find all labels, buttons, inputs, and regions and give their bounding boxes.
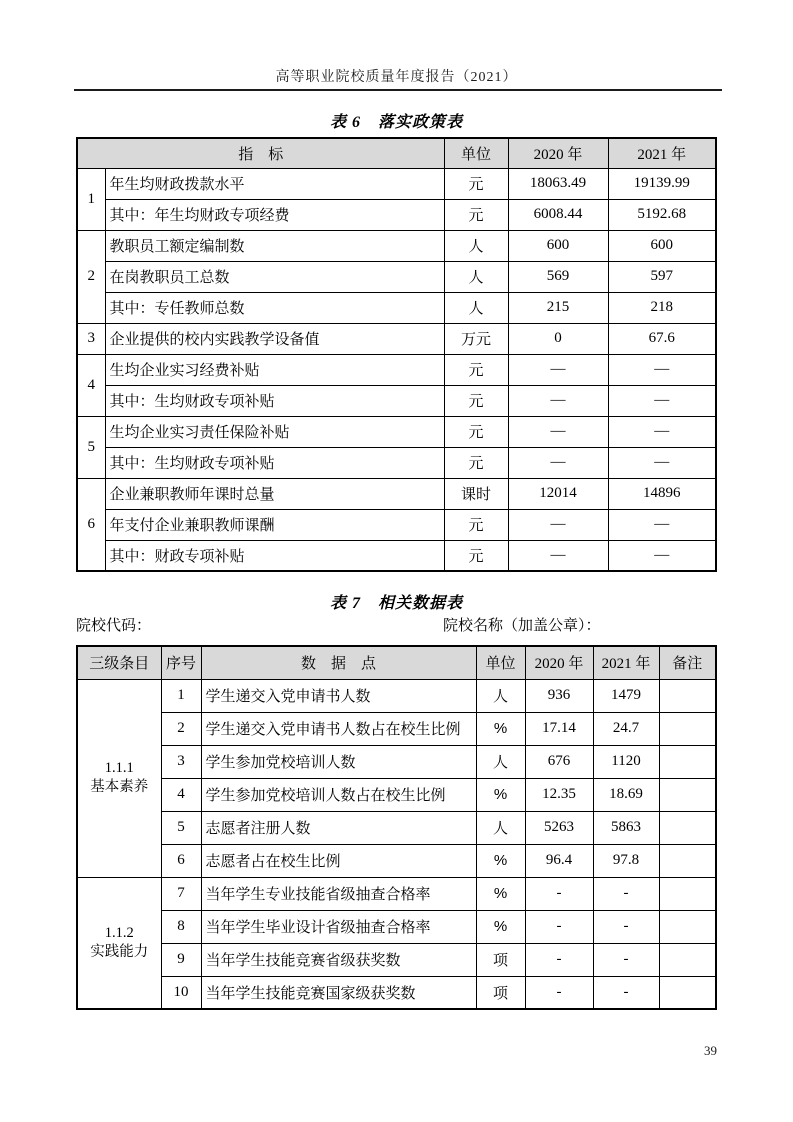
- table-row: [77, 230, 716, 261]
- datapoint-cell: 当年学生技能竞赛国家级获奖数: [201, 976, 476, 1009]
- value-2021-cell: -: [593, 910, 659, 943]
- table7-title: 表 7 相关数据表: [329, 595, 463, 612]
- institution-labels-line: [76, 614, 715, 636]
- table-row: [77, 540, 716, 571]
- seq-cell: 8: [161, 910, 201, 943]
- value-2020-cell: —: [508, 509, 608, 540]
- indicator-cell: 教职员工额定编制数: [105, 230, 444, 261]
- table-row: [77, 416, 716, 447]
- value-2021-cell: -: [593, 976, 659, 1009]
- indicator-cell: 其中：专任教师总数: [105, 292, 444, 323]
- unit-cell: 元: [444, 385, 508, 416]
- column-header-2021: 2021 年: [608, 138, 716, 168]
- category-cell: [77, 679, 161, 877]
- indicator-cell: 其中：生均财政专项补贴: [105, 385, 444, 416]
- datapoint-cell: 学生递交入党申请书人数: [201, 679, 476, 712]
- value-2020-cell: 569: [508, 261, 608, 292]
- unit-cell: 万元: [444, 323, 508, 354]
- datapoint-cell: 当年学生专业技能省级抽查合格率: [201, 877, 476, 910]
- unit-cell: 人: [444, 261, 508, 292]
- value-2020-cell: 215: [508, 292, 608, 323]
- remark-cell: [659, 976, 716, 1009]
- unit-cell: 课时: [444, 478, 508, 509]
- value-2021-cell: —: [608, 385, 716, 416]
- seq-cell: 1: [161, 679, 201, 712]
- table-row: [77, 509, 716, 540]
- value-2020-cell: 17.14: [525, 712, 593, 745]
- category-name: 实践能力: [90, 943, 149, 960]
- column-header-unit: 单位: [444, 138, 508, 168]
- unit-cell: %: [476, 910, 525, 943]
- group-number: 4: [77, 354, 105, 416]
- group-number: 6: [77, 478, 105, 571]
- value-2020-cell: -: [525, 943, 593, 976]
- value-2020-cell: 6008.44: [508, 199, 608, 230]
- unit-cell: 元: [444, 354, 508, 385]
- category-code: 1.1.2: [104, 924, 134, 941]
- value-2021-cell: —: [608, 447, 716, 478]
- indicator-cell: 其中：财政专项补贴: [105, 540, 444, 571]
- group-number: 1: [77, 168, 105, 230]
- remark-cell: [659, 745, 716, 778]
- policy-implementation-table: [76, 137, 717, 572]
- indicator-cell: 年生均财政拨款水平: [105, 168, 444, 199]
- column-header-category: 三级条目: [77, 646, 161, 679]
- value-2021-cell: 24.7: [593, 712, 659, 745]
- column-header-2020: 2020 年: [525, 646, 593, 679]
- table-row: [77, 385, 716, 416]
- value-2021-cell: 600: [608, 230, 716, 261]
- table6-header-row: [77, 138, 716, 168]
- unit-cell: 人: [444, 230, 508, 261]
- unit-cell: 元: [444, 540, 508, 571]
- unit-cell: 元: [444, 416, 508, 447]
- column-header-remark: 备注: [659, 646, 716, 679]
- indicator-cell: 生均企业实习责任保险补贴: [105, 416, 444, 447]
- value-2021-cell: 1120: [593, 745, 659, 778]
- indicator-cell: 其中：生均财政专项补贴: [105, 447, 444, 478]
- seq-cell: 9: [161, 943, 201, 976]
- table-row: [77, 811, 716, 844]
- value-2021-cell: 597: [608, 261, 716, 292]
- value-2020-cell: 676: [525, 745, 593, 778]
- table-row: [77, 261, 716, 292]
- table-row: [77, 976, 716, 1009]
- page-header-title: 高等职业院校质量年度报告（2021）: [275, 70, 518, 85]
- unit-cell: 项: [476, 976, 525, 1009]
- column-header-indicator: 指 标: [77, 138, 444, 168]
- datapoint-cell: 当年学生毕业设计省级抽查合格率: [201, 910, 476, 943]
- table-row: [77, 478, 716, 509]
- table-row: [77, 199, 716, 230]
- value-2021-cell: 19139.99: [608, 168, 716, 199]
- value-2021-cell: —: [608, 509, 716, 540]
- indicator-cell: 企业提供的校内实践教学设备值: [105, 323, 444, 354]
- value-2020-cell: 0: [508, 323, 608, 354]
- unit-cell: 元: [444, 509, 508, 540]
- group-number: 3: [77, 323, 105, 354]
- group-number: 2: [77, 230, 105, 323]
- value-2020-cell: -: [525, 910, 593, 943]
- table-row: [77, 292, 716, 323]
- remark-cell: [659, 877, 716, 910]
- value-2020-cell: -: [525, 976, 593, 1009]
- table-row: [77, 354, 716, 385]
- category-name: 基本素养: [90, 779, 149, 795]
- unit-cell: 人: [476, 811, 525, 844]
- value-2020-cell: 5263: [525, 811, 593, 844]
- value-2021-cell: —: [608, 416, 716, 447]
- header-divider: [74, 89, 722, 91]
- category-code: 1.1.1: [104, 760, 134, 777]
- related-data-table: [76, 645, 717, 1010]
- seq-cell: 10: [161, 976, 201, 1009]
- column-header-seq: 序号: [161, 646, 201, 679]
- table-row: [77, 447, 716, 478]
- seq-cell: 7: [161, 877, 201, 910]
- seq-cell: 4: [161, 778, 201, 811]
- unit-cell: 人: [444, 292, 508, 323]
- value-2021-cell: 5192.68: [608, 199, 716, 230]
- value-2021-cell: 1479: [593, 679, 659, 712]
- table-row: [77, 778, 716, 811]
- indicator-cell: 其中：年生均财政专项经费: [105, 199, 444, 230]
- unit-cell: %: [476, 778, 525, 811]
- datapoint-cell: 当年学生技能竞赛省级获奖数: [201, 943, 476, 976]
- value-2020-cell: 18063.49: [508, 168, 608, 199]
- table7-header-row: [77, 646, 716, 679]
- value-2020-cell: 96.4: [525, 844, 593, 877]
- table-row: [77, 745, 716, 778]
- column-header-2021: 2021 年: [593, 646, 659, 679]
- value-2020-cell: —: [508, 416, 608, 447]
- indicator-cell: 年支付企业兼职教师课酬: [105, 509, 444, 540]
- table-row: [77, 712, 716, 745]
- unit-cell: %: [476, 877, 525, 910]
- datapoint-cell: 志愿者占在校生比例: [201, 844, 476, 877]
- table-row: [77, 323, 716, 354]
- value-2020-cell: 12014: [508, 478, 608, 509]
- unit-cell: 元: [444, 199, 508, 230]
- datapoint-cell: 志愿者注册人数: [201, 811, 476, 844]
- table-row: [77, 877, 716, 910]
- table-row: [77, 168, 716, 199]
- value-2020-cell: 600: [508, 230, 608, 261]
- remark-cell: [659, 778, 716, 811]
- unit-cell: 元: [444, 168, 508, 199]
- unit-cell: %: [476, 844, 525, 877]
- value-2020-cell: —: [508, 385, 608, 416]
- column-header-unit: 单位: [476, 646, 525, 679]
- remark-cell: [659, 943, 716, 976]
- unit-cell: 项: [476, 943, 525, 976]
- table-row: [77, 910, 716, 943]
- institution-code-label: 院校代码：: [76, 618, 152, 634]
- value-2021-cell: -: [593, 943, 659, 976]
- indicator-cell: 在岗教职员工总数: [105, 261, 444, 292]
- unit-cell: %: [476, 712, 525, 745]
- unit-cell: 人: [476, 679, 525, 712]
- value-2020-cell: 12.35: [525, 778, 593, 811]
- page-number: 39: [704, 1043, 717, 1058]
- datapoint-cell: 学生参加党校培训人数占在校生比例: [201, 778, 476, 811]
- value-2021-cell: —: [608, 540, 716, 571]
- remark-cell: [659, 811, 716, 844]
- column-header-2020: 2020 年: [508, 138, 608, 168]
- unit-cell: 人: [476, 745, 525, 778]
- value-2021-cell: 218: [608, 292, 716, 323]
- seq-cell: 5: [161, 811, 201, 844]
- value-2021-cell: 67.6: [608, 323, 716, 354]
- value-2021-cell: 14896: [608, 478, 716, 509]
- remark-cell: [659, 910, 716, 943]
- column-header-datapoint: 数 据 点: [201, 646, 476, 679]
- seq-cell: 3: [161, 745, 201, 778]
- value-2020-cell: -: [525, 877, 593, 910]
- group-number: 5: [77, 416, 105, 478]
- seq-cell: 2: [161, 712, 201, 745]
- table-row: [77, 679, 716, 712]
- value-2021-cell: —: [608, 354, 716, 385]
- table-row: [77, 844, 716, 877]
- value-2021-cell: 97.8: [593, 844, 659, 877]
- category-cell: [77, 877, 161, 1009]
- table6-title: 表 6 落实政策表: [329, 114, 463, 131]
- indicator-cell: 企业兼职教师年课时总量: [105, 478, 444, 509]
- value-2020-cell: —: [508, 354, 608, 385]
- value-2020-cell: —: [508, 540, 608, 571]
- datapoint-cell: 学生参加党校培训人数: [201, 745, 476, 778]
- remark-cell: [659, 712, 716, 745]
- value-2021-cell: 18.69: [593, 778, 659, 811]
- remark-cell: [659, 844, 716, 877]
- institution-name-label: 院校名称（加盖公章）：: [443, 618, 601, 634]
- remark-cell: [659, 679, 716, 712]
- indicator-cell: 生均企业实习经费补贴: [105, 354, 444, 385]
- value-2020-cell: 936: [525, 679, 593, 712]
- seq-cell: 6: [161, 844, 201, 877]
- table-row: [77, 943, 716, 976]
- value-2020-cell: —: [508, 447, 608, 478]
- datapoint-cell: 学生递交入党申请书人数占在校生比例: [201, 712, 476, 745]
- value-2021-cell: -: [593, 877, 659, 910]
- unit-cell: 元: [444, 447, 508, 478]
- value-2021-cell: 5863: [593, 811, 659, 844]
